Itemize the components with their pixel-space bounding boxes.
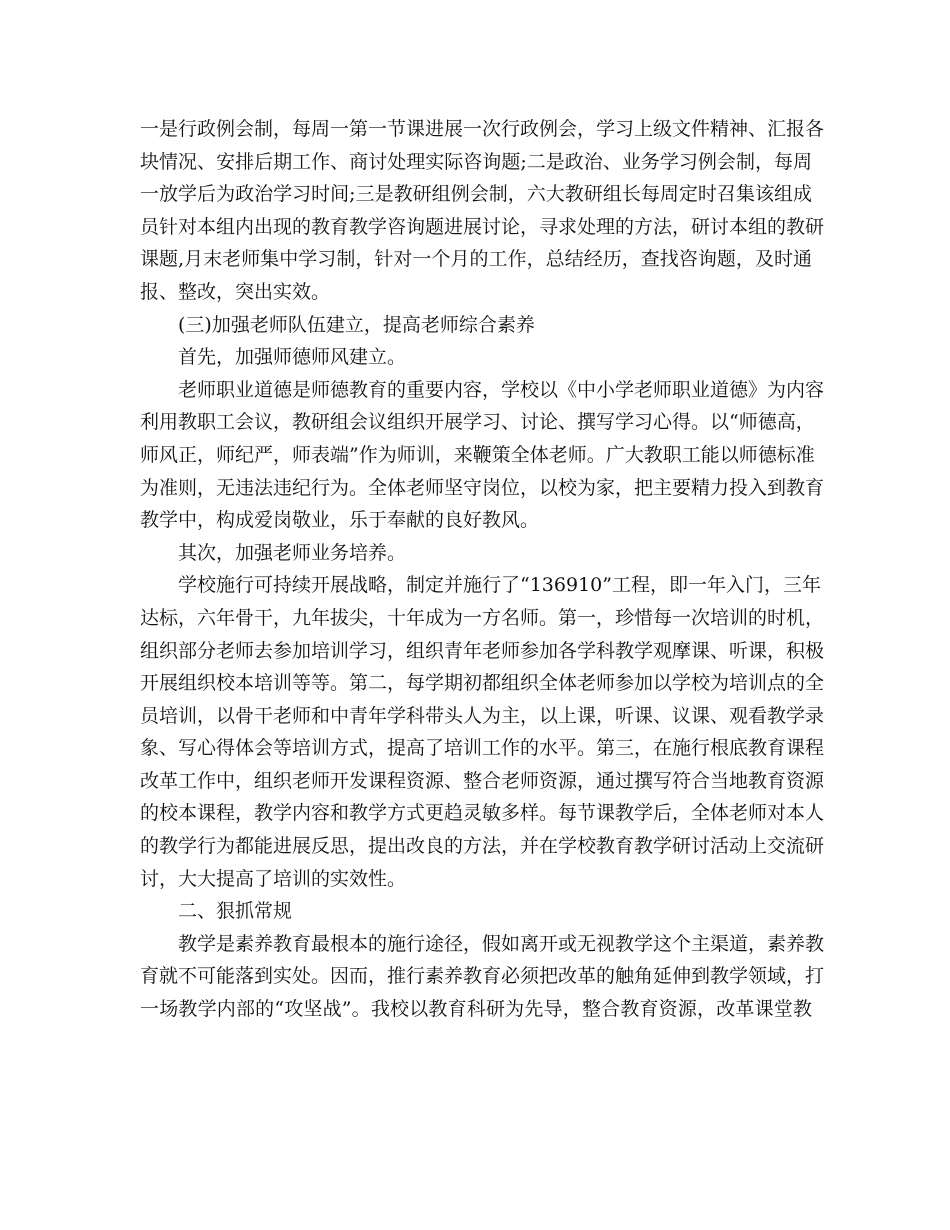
- text-line: 的校本课程，教学内容和教学方式更趋灵敏多样。每节课教学后，全体老师对本人: [140, 802, 825, 825]
- text-line: 象、写心得体会等培训方式，提高了培训工作的水平。第三，在施行根底教育课程: [140, 737, 825, 760]
- text-line: 利用教职工会议，教研组会议组织开展学习、讨论、撰写学习心得。以“师德高，: [140, 411, 815, 434]
- text-line: 学校施行可持续开展战略，制定并施行了“136910”工程，即一年入门，三年: [178, 574, 821, 597]
- text-line: 一是行政例会制，每周一第一节课进展一次行政例会，学习上级文件精神、汇报各: [140, 118, 825, 140]
- text-line: 老师职业道德是师德教育的重要内容，学校以《中小学老师职业道德》为内容: [178, 378, 825, 401]
- text-line: (三)加强老师队伍建立，提高老师综合素养: [178, 313, 535, 336]
- text-line: 教学是素养教育最根本的施行途径，假如离开或无视教学这个主渠道，素养教: [178, 932, 825, 955]
- text-line: 改革工作中，组织老师开发课程资源、整合老师资源，通过撰写符合当地教育资源: [140, 769, 825, 792]
- text-line: 员培训，以骨干老师和中青年学科带头人为主，以上课，听课、议课、观看教学录: [140, 704, 825, 727]
- text-line: 二、狠抓常规: [178, 900, 293, 923]
- text-line: 课题,月末老师集中学习制，针对一个月的工作，总结经历，查找咨询题，及时通: [140, 248, 812, 271]
- text-line: 块情况、安排后期工作、商讨处理实际咨询题;二是政治、业务学习例会制，每周: [140, 150, 812, 173]
- text-line: 育就不可能落到实处。因而，推行素养教育必须把改革的触角延伸到教学领域，打: [140, 965, 825, 988]
- text-line: 一场教学内部的“攻坚战”。我校以教育科研为先导，整合教育资源，改革课堂教: [140, 998, 812, 1021]
- text-line: 师风正，师纪严，师表端”作为师训，来鞭策全体老师。广大教职工能以师德标准: [140, 443, 815, 466]
- text-line: 首先，加强师德师风建立。: [178, 346, 407, 369]
- text-line: 开展组织校本培训等等。第二，每学期初都组织全体老师参加以学校为培训点的全: [140, 672, 825, 695]
- text-line: 教学中，构成爱岗敬业，乐于奉献的良好教风。: [140, 509, 540, 532]
- text-line: 组织部分老师去参加培训学习，组织青年老师参加各学科教学观摩课、听课，积极: [140, 639, 825, 662]
- text-line: 为准则，无违法违纪行为。全体老师坚守岗位，以校为家，把主要精力投入到教育: [140, 476, 825, 499]
- text-line: 员针对本组内出现的教育教学咨询题进展讨论，寻求处理的方法，研讨本组的教研: [140, 215, 825, 238]
- text-line: 讨，大大提高了培训的实效性。: [140, 867, 407, 890]
- text-line: 达标，六年骨干，九年拔尖，十年成为一方名师。第一，珍惜每一次培训的时机，: [140, 606, 825, 629]
- text-line: 的教学行为都能进展反思，提出改良的方法，并在学校教育教学研讨活动上交流研: [140, 835, 825, 858]
- text-line: 其次，加强老师业务培养。: [178, 541, 407, 564]
- document-body: [140, 113, 825, 1026]
- text-line: 报、整改，突出实效。: [140, 280, 331, 303]
- text-line: 一放学后为政治学习时间;三是教研组例会制，六大教研组长每周定时召集该组成: [140, 183, 812, 206]
